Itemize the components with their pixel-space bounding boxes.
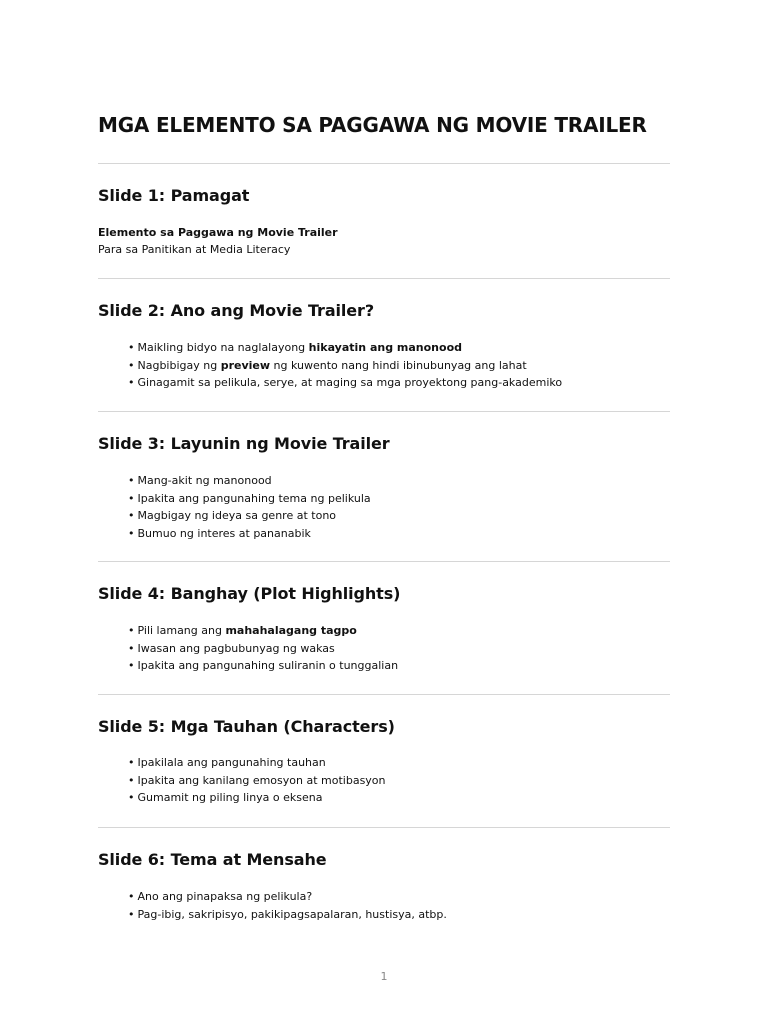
bullet-list — [128, 754, 386, 807]
bullet-text: Pag-ibig, sakripisyo, pakikipagsapalaran, hustisya, atbp. — [137, 907, 447, 921]
bullet-list — [128, 339, 562, 392]
bullet-glyph: • — [128, 491, 135, 505]
bullet-text: Ipakilala ang pangunahing tauhan — [137, 756, 326, 769]
list-item — [128, 374, 562, 392]
bullet-glyph: • — [128, 659, 135, 672]
bullet-text: Pili lamang ang — [137, 624, 226, 637]
bullet-text: Gumamit ng piling linya o eksena — [137, 791, 323, 804]
bullet-text: ng kuwento nang hindi ibinubunyag ang lahat — [270, 358, 527, 372]
list-item — [128, 888, 447, 906]
list-item — [128, 772, 386, 790]
divider — [98, 278, 670, 279]
bullet-text: Ano ang pinapaksa ng pelikula? — [137, 890, 313, 903]
bullet-text: Ipakita ang pangunahing tema ng pelikula — [137, 491, 371, 505]
bullet-text: Maikling bidyo na naglalayong — [137, 341, 309, 354]
list-item — [128, 906, 447, 924]
slide-heading: Slide 5: Mga Tauhan (Characters) — [98, 717, 395, 736]
bullet-glyph: • — [128, 890, 135, 903]
bullet-glyph: • — [128, 641, 135, 655]
bullet-text: Nagbibigay ng — [137, 358, 221, 372]
bullet-glyph: • — [128, 907, 135, 921]
divider — [98, 827, 670, 828]
bullet-emphasis: preview — [220, 358, 271, 372]
bullet-glyph: • — [128, 341, 135, 354]
bullet-glyph: • — [128, 358, 135, 372]
bullet-text: Magbigay ng ideya sa genre at tono — [137, 509, 337, 522]
bullet-glyph: • — [128, 756, 135, 769]
bullet-text: Iwasan ang pagbubunyag ng wakas — [137, 641, 335, 655]
list-item — [128, 472, 371, 490]
list-item — [128, 657, 398, 675]
slide-subtitle-bold: Elemento sa Paggawa ng Movie Trailer — [98, 226, 338, 239]
bullet-emphasis: hikayatin ang manonood — [308, 341, 463, 354]
bullet-glyph: • — [128, 624, 135, 637]
slide-heading: Slide 2: Ano ang Movie Trailer? — [98, 301, 375, 320]
list-item — [128, 640, 398, 658]
slide-subtitle: Para sa Panitikan at Media Literacy — [98, 243, 291, 256]
bullet-text: Ginagamit sa pelikula, serye, at maging sa mga proyektong pang-akademiko — [137, 376, 563, 389]
bullet-glyph: • — [128, 509, 135, 522]
bullet-text: Bumuo ng interes at pananabik — [137, 526, 311, 540]
slide-heading: Slide 1: Pamagat — [98, 186, 250, 205]
bullet-list — [128, 622, 398, 675]
bullet-list — [128, 888, 447, 923]
bullet-list — [128, 472, 371, 542]
divider — [98, 561, 670, 562]
bullet-glyph: • — [128, 791, 135, 804]
page-number: 1 — [380, 970, 388, 983]
bullet-glyph: • — [128, 474, 135, 487]
list-item — [128, 622, 398, 640]
list-item — [128, 490, 371, 508]
document-title: MGA ELEMENTO SA PAGGAWA NG MOVIE TRAILER — [98, 113, 647, 137]
divider — [98, 163, 670, 164]
slide-heading: Slide 6: Tema at Mensahe — [98, 850, 327, 869]
list-item — [128, 339, 562, 357]
slide-heading: Slide 4: Banghay (Plot Highlights) — [98, 584, 401, 603]
list-item — [128, 357, 562, 375]
list-item — [128, 525, 371, 543]
bullet-glyph: • — [128, 526, 135, 540]
divider — [98, 694, 670, 695]
list-item — [128, 754, 386, 772]
slide-heading: Slide 3: Layunin ng Movie Trailer — [98, 434, 390, 453]
bullet-emphasis: mahahalagang tagpo — [225, 624, 357, 637]
bullet-glyph: • — [128, 376, 135, 389]
bullet-glyph: • — [128, 773, 135, 787]
divider — [98, 411, 670, 412]
bullet-text: Mang-akit ng manonood — [137, 474, 272, 487]
list-item — [128, 789, 386, 807]
bullet-text: Ipakita ang pangunahing suliranin o tunggalian — [137, 659, 399, 672]
list-item — [128, 507, 371, 525]
bullet-text: Ipakita ang kanilang emosyon at motibasyon — [137, 773, 386, 787]
